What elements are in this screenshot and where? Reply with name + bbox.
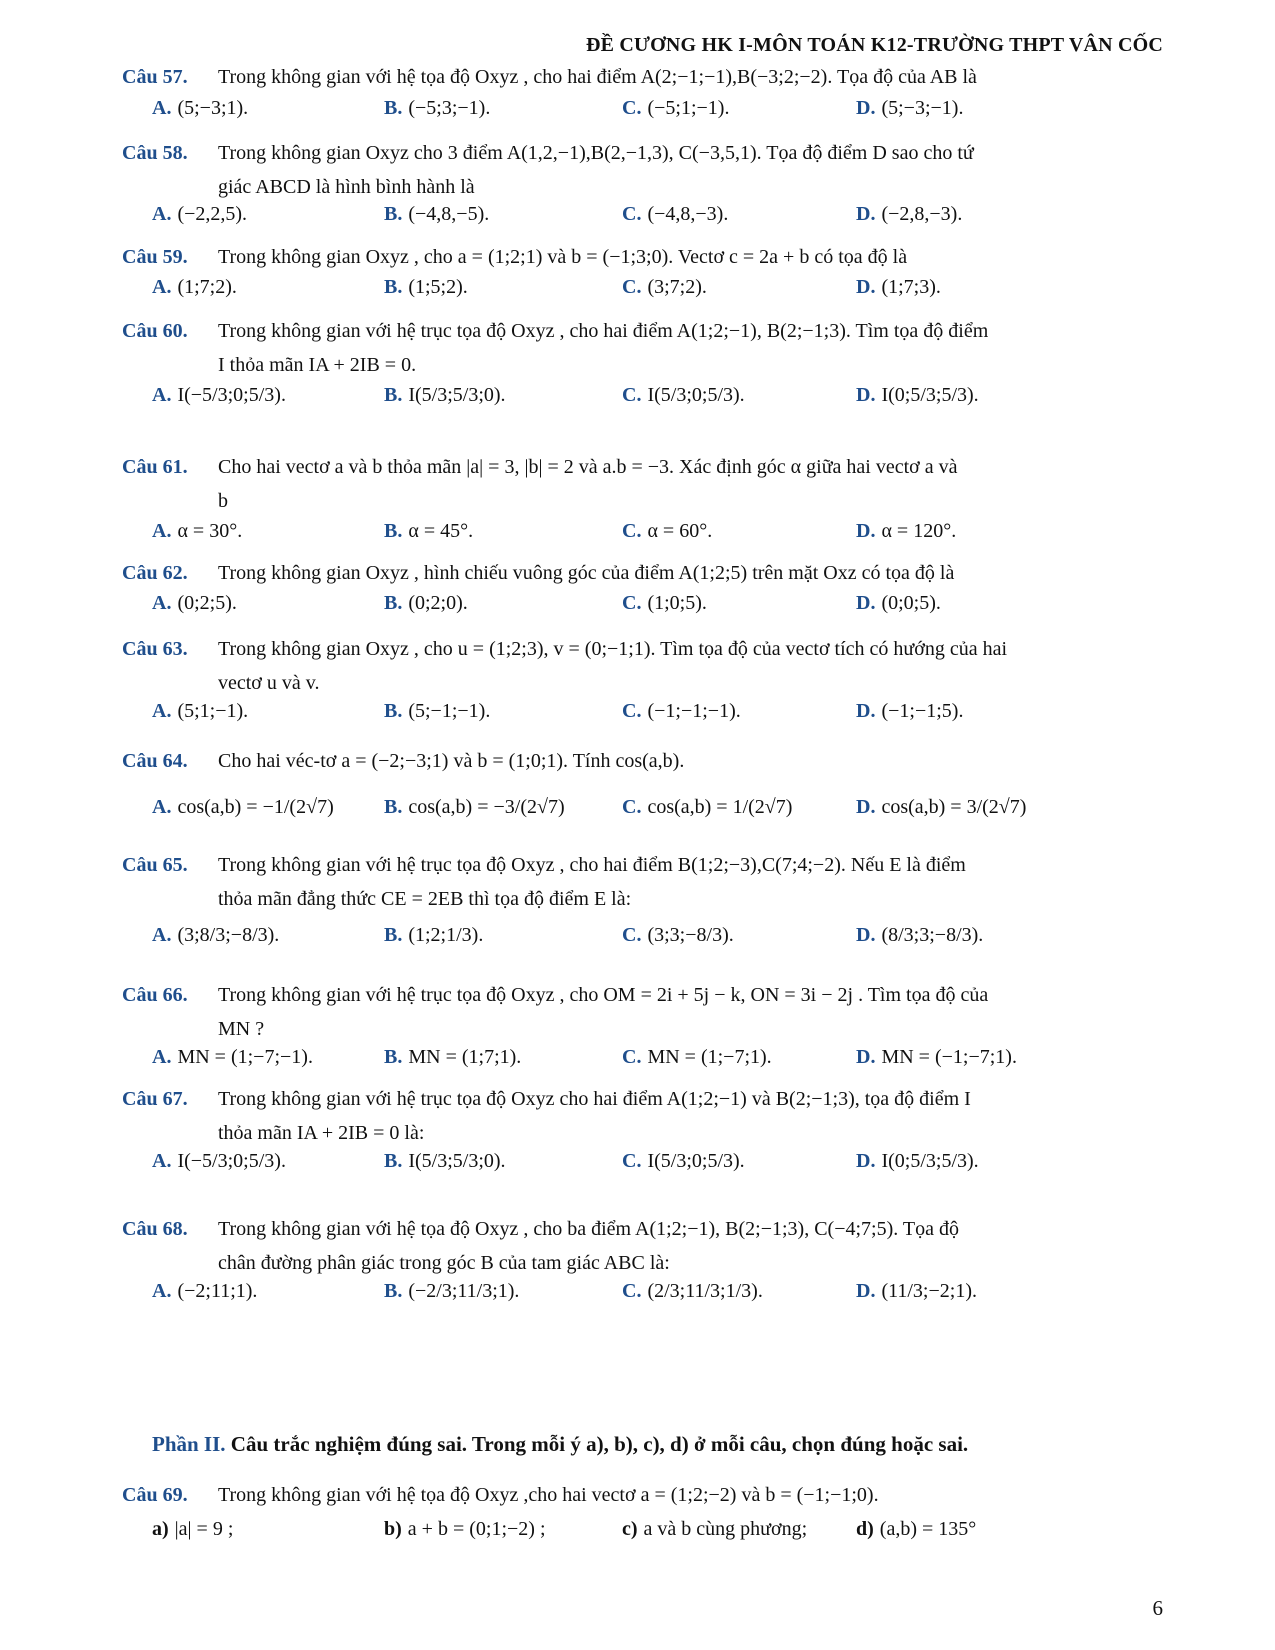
answer-option[interactable] bbox=[622, 700, 741, 723]
answer-option[interactable] bbox=[384, 700, 490, 723]
option-text: (0;0;5). bbox=[881, 592, 941, 614]
option-text: (−2,2,5). bbox=[177, 203, 248, 225]
page-header: ĐỀ CƯƠNG HK I-MÔN TOÁN K12-TRƯỜNG THPT VÂN CỐC bbox=[585, 34, 1163, 56]
option-letter: B. bbox=[384, 520, 403, 542]
option-text: cos(a,b) = 3/(2√7) bbox=[881, 796, 1027, 818]
option-letter: A. bbox=[152, 592, 172, 614]
option-letter: D. bbox=[856, 203, 876, 225]
answer-option[interactable] bbox=[856, 384, 979, 407]
answer-option[interactable] bbox=[152, 1046, 313, 1069]
option-letter: C. bbox=[622, 1046, 642, 1068]
option-text: I(−5/3;0;5/3). bbox=[177, 1150, 286, 1172]
option-text: (2/3;11/3;1/3). bbox=[647, 1280, 763, 1302]
answer-option[interactable] bbox=[856, 1150, 979, 1173]
question-label: Câu 60. bbox=[122, 320, 188, 342]
option-letter: C. bbox=[622, 276, 642, 298]
option-text: α = 60°. bbox=[647, 520, 713, 542]
option-letter: D. bbox=[856, 592, 876, 614]
option-letter: C. bbox=[622, 97, 642, 119]
option-text: cos(a,b) = −1/(2√7) bbox=[177, 796, 334, 818]
option-text: MN = (1;−7;−1). bbox=[177, 1046, 313, 1068]
item-text: (a,b) = 135° bbox=[879, 1518, 977, 1540]
answer-option[interactable] bbox=[384, 592, 468, 615]
option-text: (−4,8,−5). bbox=[408, 203, 490, 225]
option-letter: A. bbox=[152, 203, 172, 225]
answer-option[interactable] bbox=[384, 384, 506, 407]
option-text: I(0;5/3;5/3). bbox=[881, 1150, 979, 1172]
answer-option[interactable] bbox=[384, 796, 565, 819]
true-false-item[interactable] bbox=[622, 1518, 807, 1541]
answer-option[interactable] bbox=[622, 97, 729, 120]
question-stem: Cho hai véc-tơ a = (−2;−3;1) và b = (1;0;1). Tính cos(a,b). bbox=[218, 750, 685, 772]
answer-option[interactable] bbox=[152, 520, 242, 543]
option-text: (1;7;2). bbox=[177, 276, 237, 298]
option-text: α = 30°. bbox=[177, 520, 243, 542]
question-label: Câu 64. bbox=[122, 750, 188, 772]
item-letter: c) bbox=[622, 1518, 638, 1540]
answer-option[interactable] bbox=[152, 924, 279, 947]
item-text: |a| = 9 ; bbox=[174, 1518, 234, 1540]
option-text: (−5;3;−1). bbox=[408, 97, 491, 119]
question-stem-continued: giác ABCD là hình bình hành là bbox=[218, 176, 475, 198]
answer-option[interactable] bbox=[152, 97, 248, 120]
item-letter: d) bbox=[856, 1518, 874, 1540]
part-two-heading bbox=[152, 1432, 968, 1457]
question-stem-continued: thỏa mãn IA + 2IB = 0 là: bbox=[218, 1122, 425, 1144]
answer-option[interactable] bbox=[384, 1150, 506, 1173]
option-letter: D. bbox=[856, 520, 876, 542]
question-label: Câu 67. bbox=[122, 1088, 188, 1110]
question bbox=[122, 556, 1162, 590]
question-label: Câu 63. bbox=[122, 638, 188, 660]
option-letter: B. bbox=[384, 203, 403, 225]
option-letter: A. bbox=[152, 1046, 172, 1068]
question bbox=[122, 978, 1162, 1046]
question-stem-continued: I thỏa mãn IA + 2IB = 0. bbox=[218, 354, 417, 376]
option-letter: C. bbox=[622, 796, 642, 818]
question-stem-continued: b bbox=[218, 490, 228, 512]
question-stem-continued: MN ? bbox=[218, 1018, 265, 1040]
question bbox=[122, 848, 1162, 916]
option-letter: D. bbox=[856, 1046, 876, 1068]
answer-option[interactable] bbox=[384, 276, 468, 299]
question-stem: Trong không gian với hệ trục tọa độ Oxyz cho hai điểm A(1;2;−1) và B(2;−1;3), tọa độ điểm I bbox=[218, 1088, 971, 1110]
option-letter: D. bbox=[856, 700, 876, 722]
option-letter: D. bbox=[856, 97, 876, 119]
option-text: I(5/3;0;5/3). bbox=[647, 384, 745, 406]
answer-option[interactable] bbox=[384, 1280, 519, 1303]
question-label: Câu 62. bbox=[122, 562, 188, 584]
option-letter: B. bbox=[384, 1046, 403, 1068]
question bbox=[122, 632, 1162, 700]
option-text: (3;8/3;−8/3). bbox=[177, 924, 280, 946]
option-text: I(5/3;5/3;0). bbox=[408, 1150, 506, 1172]
answer-option[interactable] bbox=[384, 97, 490, 120]
answer-option[interactable] bbox=[152, 700, 248, 723]
option-letter: B. bbox=[384, 97, 403, 119]
question-stem-continued: chân đường phân giác trong góc B của tam giác ABC là: bbox=[218, 1252, 670, 1274]
question-stem: Trong không gian Oxyz , hình chiếu vuông góc của điểm A(1;2;5) trên mặt Oxz có tọa độ là bbox=[218, 562, 955, 584]
option-letter: A. bbox=[152, 384, 172, 406]
answer-option[interactable] bbox=[152, 592, 237, 615]
item-text: a và b cùng phương; bbox=[643, 1518, 808, 1540]
answer-option[interactable] bbox=[152, 1150, 286, 1173]
option-letter: C. bbox=[622, 592, 642, 614]
true-false-item[interactable] bbox=[856, 1518, 976, 1541]
question-label: Câu 69. bbox=[122, 1484, 188, 1506]
answer-option[interactable] bbox=[856, 203, 962, 226]
option-text: (−1;−1;−1). bbox=[647, 700, 741, 722]
question bbox=[122, 1212, 1162, 1280]
option-text: I(−5/3;0;5/3). bbox=[177, 384, 286, 406]
option-letter: A. bbox=[152, 700, 172, 722]
option-text: (1;0;5). bbox=[647, 592, 707, 614]
answer-option[interactable] bbox=[856, 1046, 1017, 1069]
option-letter: B. bbox=[384, 924, 403, 946]
answer-option[interactable] bbox=[152, 384, 286, 407]
answer-option[interactable] bbox=[622, 276, 707, 299]
option-letter: B. bbox=[384, 592, 403, 614]
question-stem: Trong không gian Oxyz , cho u = (1;2;3), v = (0;−1;1). Tìm tọa độ của vectơ tích có hướng của hai bbox=[218, 638, 1008, 660]
answer-option[interactable] bbox=[622, 1280, 763, 1303]
option-text: α = 45°. bbox=[408, 520, 474, 542]
option-letter: B. bbox=[384, 796, 403, 818]
option-text: I(0;5/3;5/3). bbox=[881, 384, 979, 406]
question bbox=[122, 240, 1162, 274]
part-two-number: Phần II. bbox=[152, 1432, 226, 1456]
option-text: MN = (−1;−7;1). bbox=[881, 1046, 1017, 1068]
option-text: (11/3;−2;1). bbox=[881, 1280, 977, 1302]
option-text: (−2,8,−3). bbox=[881, 203, 963, 225]
answer-option[interactable] bbox=[384, 924, 483, 947]
option-text: (3;3;−8/3). bbox=[647, 924, 734, 946]
option-letter: D. bbox=[856, 384, 876, 406]
answer-option[interactable] bbox=[856, 924, 983, 947]
option-text: (1;2;1/3). bbox=[408, 924, 484, 946]
option-letter: D. bbox=[856, 276, 876, 298]
answer-option[interactable] bbox=[856, 1280, 977, 1303]
answer-option[interactable] bbox=[622, 203, 728, 226]
option-text: MN = (1;−7;1). bbox=[647, 1046, 772, 1068]
answer-option[interactable] bbox=[856, 796, 1026, 819]
item-text: a + b = (0;1;−2) ; bbox=[407, 1518, 546, 1540]
question-stem: Trong không gian với hệ trục tọa độ Oxyz , cho OM = 2i + 5j − k, ON = 3i − 2j . Tìm tọa độ của bbox=[218, 984, 989, 1006]
option-text: (3;7;2). bbox=[647, 276, 707, 298]
true-false-item[interactable] bbox=[384, 1518, 546, 1541]
option-letter: B. bbox=[384, 276, 403, 298]
question bbox=[122, 1082, 1162, 1150]
answer-option[interactable] bbox=[152, 1280, 257, 1303]
answer-option[interactable] bbox=[622, 384, 745, 407]
question bbox=[122, 60, 1162, 94]
question bbox=[122, 136, 1162, 204]
answer-option[interactable] bbox=[384, 520, 473, 543]
option-letter: B. bbox=[384, 1280, 403, 1302]
question-label: Câu 68. bbox=[122, 1218, 188, 1240]
question-stem: Trong không gian Oxyz , cho a = (1;2;1) và b = (−1;3;0). Vectơ c = 2a + b có tọa độ là bbox=[218, 246, 908, 268]
option-letter: C. bbox=[622, 700, 642, 722]
answer-option[interactable] bbox=[622, 1150, 745, 1173]
question-stem: Trong không gian với hệ tọa độ Oxyz , cho ba điểm A(1;2;−1), B(2;−1;3), C(−4;7;5). Tọa độ bbox=[218, 1218, 960, 1240]
question bbox=[122, 450, 1162, 518]
option-text: cos(a,b) = 1/(2√7) bbox=[647, 796, 793, 818]
option-letter: B. bbox=[384, 1150, 403, 1172]
answer-option[interactable] bbox=[856, 276, 941, 299]
question-stem: Trong không gian Oxyz cho 3 điểm A(1,2,−1),B(2,−1,3), C(−3,5,1). Tọa độ điểm D sao cho tứ bbox=[218, 142, 974, 164]
page-number: 6 bbox=[1152, 1596, 1163, 1620]
option-letter: B. bbox=[384, 384, 403, 406]
option-letter: C. bbox=[622, 203, 642, 225]
question-label: Câu 66. bbox=[122, 984, 188, 1006]
question-label: Câu 65. bbox=[122, 854, 188, 876]
answer-option[interactable] bbox=[622, 592, 707, 615]
option-text: (5;−3;1). bbox=[177, 97, 249, 119]
answer-option[interactable] bbox=[856, 97, 963, 120]
option-letter: A. bbox=[152, 520, 172, 542]
option-text: (8/3;3;−8/3). bbox=[881, 924, 984, 946]
option-text: (−2/3;11/3;1). bbox=[408, 1280, 520, 1302]
option-letter: A. bbox=[152, 97, 172, 119]
question-stem: Trong không gian với hệ trục tọa độ Oxyz , cho hai điểm A(1;2;−1), B(2;−1;3). Tìm tọa độ điểm bbox=[218, 320, 989, 342]
option-letter: C. bbox=[622, 1150, 642, 1172]
option-text: (−1;−1;5). bbox=[881, 700, 964, 722]
question-stem: Trong không gian với hệ trục tọa độ Oxyz , cho hai điểm B(1;2;−3),C(7;4;−2). Nếu E là điểm bbox=[218, 854, 966, 876]
question-label: Câu 59. bbox=[122, 246, 188, 268]
answer-option[interactable] bbox=[856, 700, 963, 723]
answer-option[interactable] bbox=[152, 796, 334, 819]
option-text: (−5;1;−1). bbox=[647, 97, 730, 119]
answer-option[interactable] bbox=[856, 592, 941, 615]
question bbox=[122, 744, 1162, 778]
option-letter: C. bbox=[622, 384, 642, 406]
answer-option[interactable] bbox=[856, 520, 956, 543]
option-letter: D. bbox=[856, 796, 876, 818]
option-text: α = 120°. bbox=[881, 520, 957, 542]
option-letter: A. bbox=[152, 1150, 172, 1172]
option-letter: A. bbox=[152, 276, 172, 298]
option-letter: A. bbox=[152, 924, 172, 946]
question-stem: Cho hai vectơ a và b thỏa mãn |a| = 3, |b| = 2 và a.b = −3. Xác định góc α giữa hai vectơ a và bbox=[218, 456, 958, 478]
option-letter: A. bbox=[152, 796, 172, 818]
option-text: (1;5;2). bbox=[408, 276, 468, 298]
option-text: (0;2;0). bbox=[408, 592, 468, 614]
option-text: (−2;11;1). bbox=[177, 1280, 258, 1302]
answer-option[interactable] bbox=[152, 276, 237, 299]
answer-option[interactable] bbox=[622, 796, 792, 819]
answer-option[interactable] bbox=[152, 203, 247, 226]
question-label: Câu 57. bbox=[122, 66, 188, 88]
answer-option[interactable] bbox=[384, 203, 489, 226]
option-letter: C. bbox=[622, 1280, 642, 1302]
option-letter: D. bbox=[856, 1280, 876, 1302]
question-label: Câu 61. bbox=[122, 456, 188, 478]
question-stem-continued: vectơ u và v. bbox=[218, 672, 320, 694]
item-letter: b) bbox=[384, 1518, 402, 1540]
option-text: (0;2;5). bbox=[177, 592, 237, 614]
option-text: (1;7;3). bbox=[881, 276, 941, 298]
question-stem: Trong không gian với hệ tọa độ Oxyz ,cho hai vectơ a = (1;2;−2) và b = (−1;−1;0). bbox=[218, 1484, 879, 1506]
option-text: cos(a,b) = −3/(2√7) bbox=[408, 796, 565, 818]
question-stem: Trong không gian với hệ tọa độ Oxyz , cho hai điểm A(2;−1;−1),B(−3;2;−2). Tọa độ của AB là bbox=[218, 66, 977, 88]
option-text: I(5/3;0;5/3). bbox=[647, 1150, 745, 1172]
option-letter: D. bbox=[856, 1150, 876, 1172]
answer-option[interactable] bbox=[622, 924, 734, 947]
option-letter: C. bbox=[622, 924, 642, 946]
option-text: MN = (1;7;1). bbox=[408, 1046, 522, 1068]
option-text: I(5/3;5/3;0). bbox=[408, 384, 506, 406]
part-two-text: Câu trắc nghiệm đúng sai. Trong mỗi ý a), b), c), d) ở mỗi câu, chọn đúng hoặc sai. bbox=[230, 1432, 969, 1456]
option-text: (5;−1;−1). bbox=[408, 700, 491, 722]
answer-option[interactable] bbox=[622, 520, 712, 543]
question bbox=[122, 314, 1162, 382]
option-text: (5;1;−1). bbox=[177, 700, 249, 722]
question-stem-continued: thỏa mãn đẳng thức CE = 2EB thì tọa độ điểm E là: bbox=[218, 888, 632, 910]
option-text: (5;−3;−1). bbox=[881, 97, 964, 119]
question-label: Câu 58. bbox=[122, 142, 188, 164]
item-letter: a) bbox=[152, 1518, 169, 1540]
answer-option[interactable] bbox=[384, 1046, 521, 1069]
option-letter: C. bbox=[622, 520, 642, 542]
option-letter: B. bbox=[384, 700, 403, 722]
option-text: (−4,8,−3). bbox=[647, 203, 729, 225]
option-letter: D. bbox=[856, 924, 876, 946]
option-letter: A. bbox=[152, 1280, 172, 1302]
true-false-item[interactable] bbox=[152, 1518, 233, 1541]
answer-option[interactable] bbox=[622, 1046, 772, 1069]
